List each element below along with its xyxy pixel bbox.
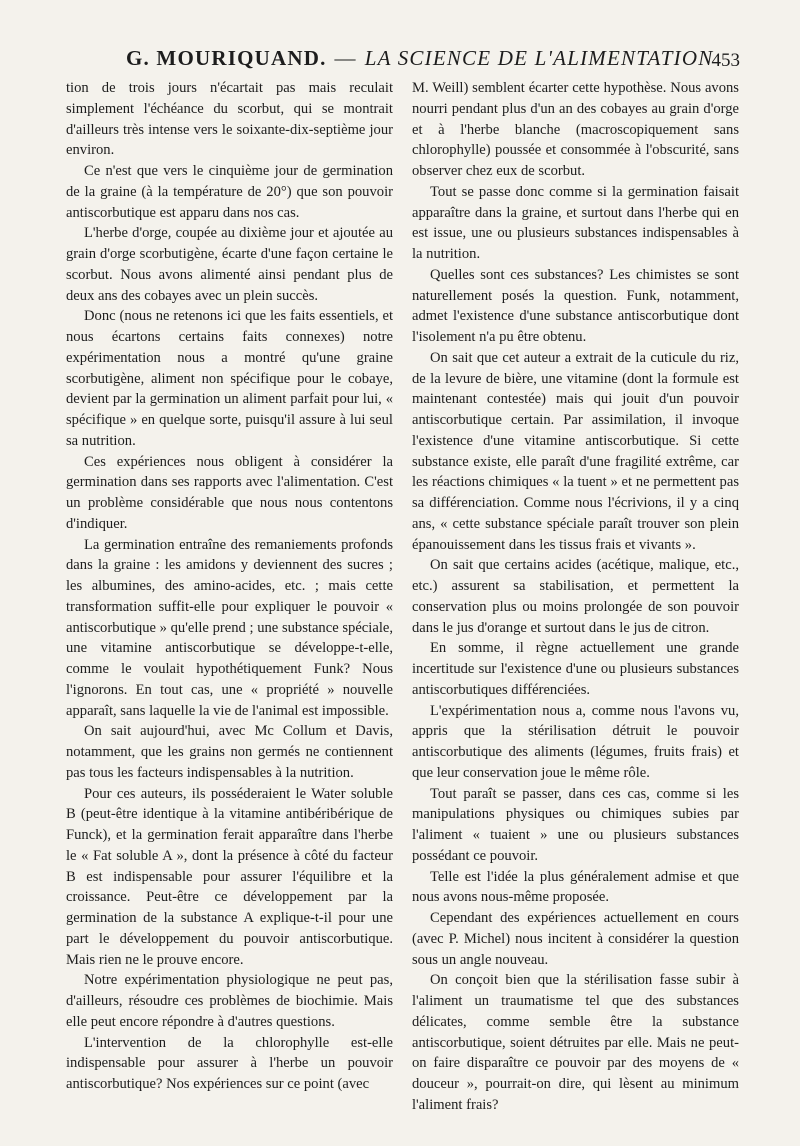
running-title (126, 46, 713, 71)
paragraph: Donc (nous ne retenons ici que les faits essentiels, et nous écartons certains faits connexes) notre expérimentation nous a montré qu'une graine scorbutigène, aliment non spécifique pour le cobaye, devient par la germination un aliment parfait pour lui, « spécifique » en quelque sorte, puisqu'il assure à lui seul sa nutrition. (66, 308, 393, 449)
paragraph: Tout paraît se passer, dans ces cas, comme si les manipulations physiques ou chimiques subies par l'aliment « tuaient » une ou plusieurs substances possédant ce pouvoir. (412, 785, 739, 864)
paragraph: L'expérimentation nous a, comme nous l'avons vu, appris que la stérilisation détruit le pouvoir antiscorbutique des aliments (légumes, fruits frais) et que leur conservation joue le même rôle. (412, 702, 739, 781)
paragraph: Cependant des expériences actuellement en cours (avec P. Michel) nous incitent à considérer la question sous un angle nouveau. (412, 910, 739, 968)
paragraph: On sait que certains acides (acétique, malique, etc., etc.) assurent sa stabilisation, et permettent la conservation plus ou moins prolongée de son pouvoir dans le jus d'orange et surtout dans le jus de citron. (412, 557, 739, 636)
paragraph: Pour ces auteurs, ils posséderaient le Water soluble B (peut-être identique à la vitamine antibéribérique de Funck), et la germination ferait apparaître dans l'herbe le « Fat soluble A », dont la présence à côté du facteur B est indispensable pour assurer l'équilibre et la croissance. Peut-être ce développement par la germination de la substance A explique-t-il pour une part le développement du pouvoir antiscorbutique. Mais rien ne le prouve encore. (66, 785, 393, 968)
book-title: LA SCIENCE DE L'ALIMENTATION (364, 46, 714, 70)
title-separator: — (334, 46, 357, 70)
paragraph: En somme, il règne actuellement une grande incertitude sur l'existence d'une ou plusieurs substances antiscorbutiques différenciées. (412, 640, 739, 698)
paragraph: Notre expérimentation physiologique ne peut pas, d'ailleurs, résoudre ces problèmes de biochimie. Mais elle peut encore répondre à d'autres questions. (66, 972, 393, 1030)
page-number: 453 (711, 50, 740, 71)
author-name: G. MOURIQUAND. (126, 46, 327, 70)
paragraph: Telle est l'idée la plus généralement admise et que nous avons nous-même proposée. (412, 868, 739, 906)
paragraph: Ce n'est que vers le cinquième jour de germination de la graine (à la température de 20°) que son pouvoir antiscorbutique est apparu dans nos cas. (66, 163, 393, 221)
paragraph: On sait que cet auteur a extrait de la cuticule du riz, de la levure de bière, une vitamine (dont la formule est maintenant contestée) mais qui jouit d'un pouvoir antiscorbutique certain. Par assimilation, il invoque l'existence d'une vitamine antiscorbutique. Si cette substance existe, elle paraît d'une fragilité extrême, car les réactions chimiques « la tuent » et ne permettent pas sa différenciation. Comme nous l'écrivions, il y a cinq ans, « cette substance spéciale paraît trouver son plein épanouissement dans les tissus frais et vivants ». (412, 349, 739, 553)
paragraph: L'herbe d'orge, coupée au dixième jour et ajoutée au grain d'orge scorbutigène, écarte d'une façon certaine le scorbut. Nous avons alimenté ainsi pendant plus de deux ans des cobayes avec un plein succès. (66, 225, 393, 304)
paragraph: Tout se passe donc comme si la germination faisait apparaître dans la graine, et surtout dans l'herbe qui en est issue, une ou plusieurs substances indispensables à la nutrition. (412, 183, 739, 262)
running-header (66, 46, 740, 78)
paragraph: La germination entraîne des remaniements profonds dans la graine : les amidons y deviennent des sucres ; les albumines, des amino-acides, etc. ; mais cette transformation suffit-elle pour expliquer le pouvoir « antiscorbutique » qu'elle prend ; une substance spéciale, une vitamine antiscorbutique se développe-t-elle, comme le voulait hypothétiquement Funk? Nous l'ignorons. En tout cas, une « propriété » nouvelle apparaît, sans laquelle la vie de l'animal est impossible. (66, 536, 393, 719)
paragraph: On conçoit bien que la stérilisation fasse subir à l'aliment un traumatisme tel que des substances délicates, comme semble être la substance antiscorbutique, soient détruites par elle. Mais ne peut-on faire disparaître ce pouvoir par des moyens de « douceur », pourrait-on dire, qui lèsent au minimum l'aliment frais? (412, 972, 739, 1113)
paragraph: tion de trois jours n'écartait pas mais reculait simplement l'échéance du scorbut, qui se montrait d'ailleurs très intense vers le soixante-dix-septième jour environ. (66, 80, 393, 159)
paragraph: On sait aujourd'hui, avec Mc Collum et Davis, notamment, que les grains non germés ne contiennent pas tous les facteurs indispensables à la nutrition. (66, 723, 393, 781)
paragraph: Quelles sont ces substances? Les chimistes se sont naturellement posés la question. Funk, notamment, admet l'existence d'une substance antiscorbutique dont l'isolement n'a pu être obtenu. (412, 266, 739, 345)
paragraph: L'intervention de la chlorophylle est-elle indispensable pour assurer à l'herbe un pouvoir antiscorbutique? Nos expériences sur ce point (avec (66, 1034, 393, 1092)
right-column (412, 78, 739, 1116)
left-column (66, 78, 393, 1095)
paragraph: M. Weill) semblent écarter cette hypothèse. Nous avons nourri pendant plus d'un an des cobayes au grain d'orge et à l'herbe blanche (macroscopiquement sans chlorophylle) poussée et consommée à l'obscurité, sans observer chez eux de scorbut. (412, 80, 739, 179)
paragraph: Ces expériences nous obligent à considérer la germination dans ses rapports avec l'alimentation. C'est un problème considérable que nous nous contentons d'indiquer. (66, 453, 393, 532)
